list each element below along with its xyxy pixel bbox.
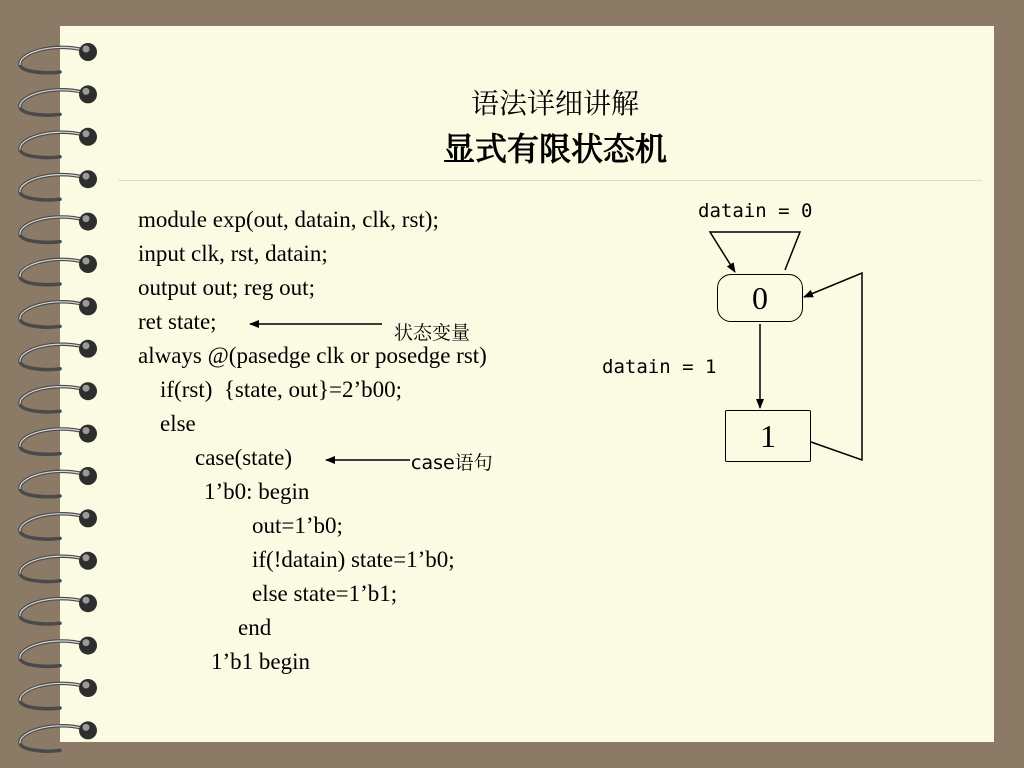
state-variable-annotation: 状态变量: [394, 322, 471, 344]
state-1-node: 1: [725, 410, 811, 462]
code-line: if(!datain) state=1’b0;: [252, 547, 455, 572]
transition-label: datain = 1: [602, 356, 717, 378]
slide-title: 显式有限状态机: [442, 130, 667, 168]
state-0-node: 0: [717, 274, 803, 322]
case-statement-annotation: case语句: [411, 452, 493, 474]
self-loop-label: datain = 0: [698, 200, 813, 222]
code-line: else state=1’b1;: [252, 581, 398, 606]
code-line: 1’b0: begin: [204, 479, 310, 504]
title-divider: [118, 180, 982, 181]
code-line: case(state): [195, 445, 293, 470]
code-line: input clk, rst, datain;: [138, 241, 328, 266]
code-line: else: [160, 411, 196, 436]
code-line: module exp(out, datain, clk, rst);: [138, 207, 439, 232]
code-line: end: [238, 615, 272, 640]
code-line: ret state;: [138, 309, 217, 334]
code-line: out=1’b0;: [252, 513, 343, 538]
code-line: 1’b1 begin: [211, 649, 311, 674]
code-line: if(rst) {state, out}=2’b00;: [160, 377, 403, 402]
slide-subtitle: 语法详细讲解: [470, 87, 639, 120]
code-line: always @(pasedge clk or posedge rst): [138, 343, 487, 368]
code-line: output out; reg out;: [138, 275, 315, 300]
